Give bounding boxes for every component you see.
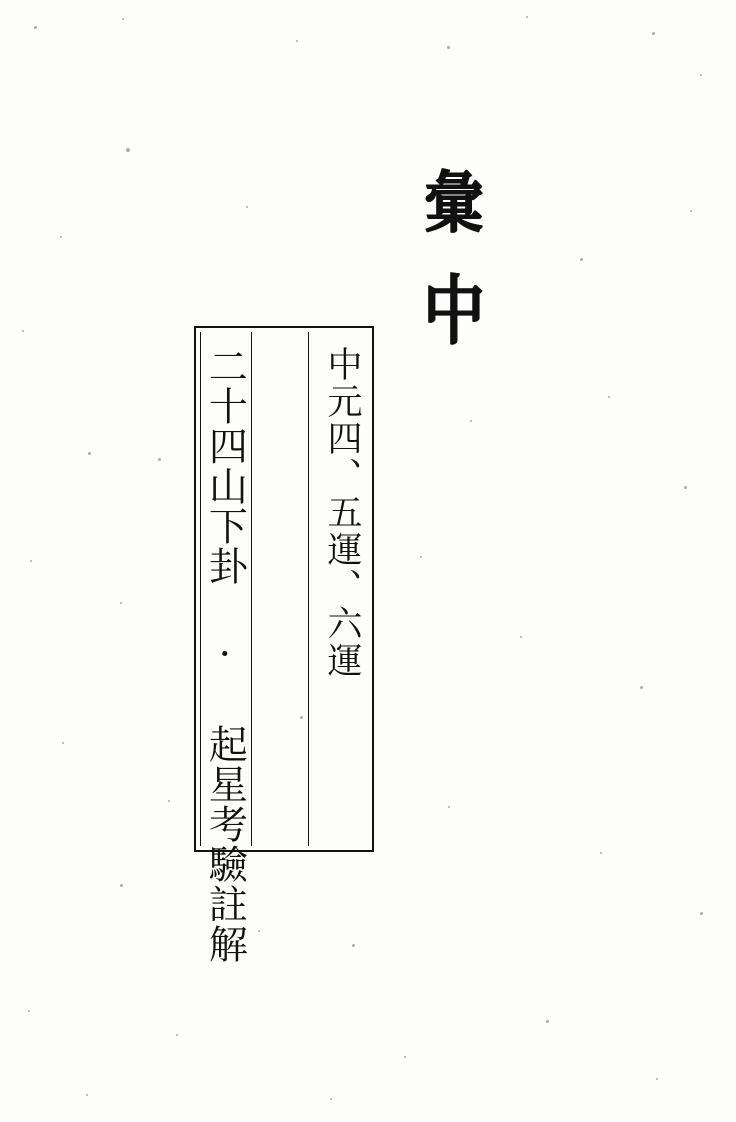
publisher-seal	[404, 164, 514, 372]
title-frame	[194, 326, 374, 964]
seal-character-1: 彙	[424, 164, 484, 243]
page-title-sub: 二十四山下卦 · 起星考驗註解	[202, 346, 248, 964]
frame-rule-left	[200, 332, 201, 846]
page-title-main: 中元四、五運、六運	[322, 346, 362, 679]
frame-rule-middle	[251, 332, 252, 846]
frame-rule-right	[308, 332, 309, 846]
seal-character-2: 中	[423, 265, 485, 356]
